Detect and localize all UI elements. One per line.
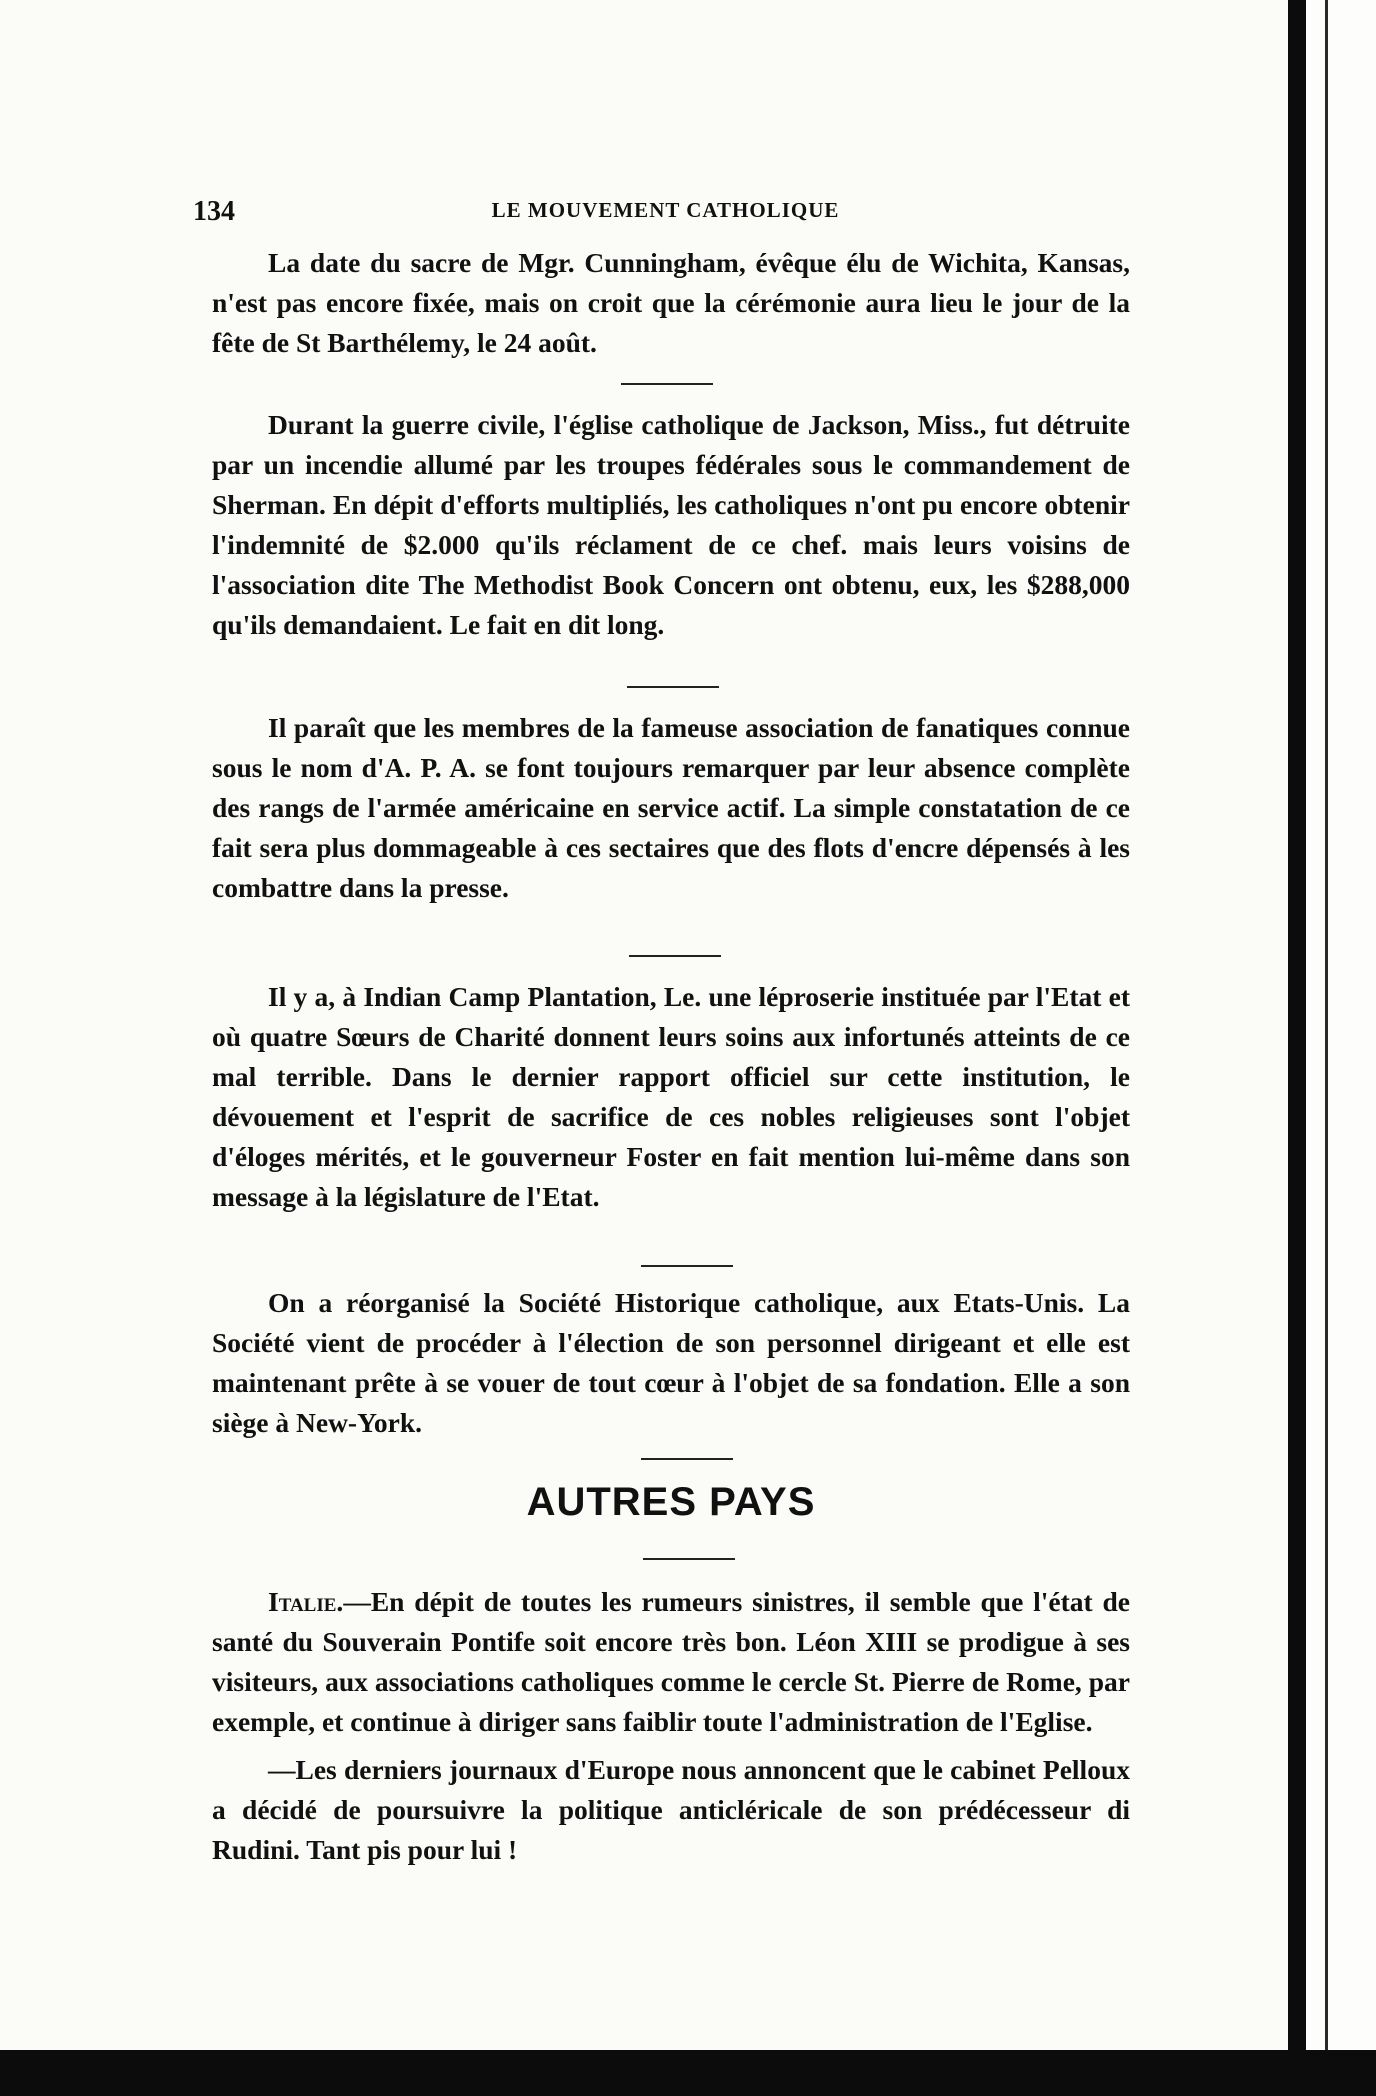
italie-label: Italie. [268, 1586, 344, 1617]
separator-rule [627, 686, 719, 688]
paragraph-1-block [212, 243, 1130, 363]
paragraph-3-block [212, 708, 1130, 908]
paragraph-societe-historique: On a réorganisé la Société Historique catholique, aux Etats-Unis. La Société vient de procéder à l'élection de son personnel dirigeant et elle est maintenant prête à se vouer de tout cœur à l'objet de sa fondation. Elle a son siège à New-York. [212, 1287, 1130, 1438]
paragraph-italie [212, 1582, 1130, 1742]
paragraph-2-block [212, 405, 1130, 645]
page-edge-shadow [1288, 0, 1306, 2050]
paragraph-apa: Il paraît que les membres de la fameuse association de fanatiques connue sous le nom d'A. P. A. se font toujours remarquer par leur absence complète des rangs de l'armée américaine en service actif. La simple constatation de ce fait sera plus dommageable à ces sectaires que des flots d'encre dépensés à les combattre dans la presse. [212, 712, 1130, 903]
page-margin-right [1306, 0, 1376, 2096]
paragraph-4-block [212, 977, 1130, 1217]
running-head [193, 196, 1138, 230]
paragraph-cunningham: La date du sacre de Mgr. Cunningham, évêque élu de Wichita, Kansas, n'est pas encore fixée, mais on croit que la cérémonie aura lieu le jour de la fête de St Barthélemy, le 24 août. [212, 247, 1130, 358]
paragraph-pelloux: —Les derniers journaux d'Europe nous annoncent que le cabinet Pelloux a décidé de poursuivre la politique anticléricale de son prédécesseur di Rudini. Tant pis pour lui ! [212, 1754, 1130, 1865]
page-number: 134 [193, 196, 235, 227]
paragraph-italie-block [212, 1582, 1130, 1870]
separator-rule [629, 955, 721, 957]
paragraph-jackson: Durant la guerre civile, l'église catholique de Jackson, Miss., fut détruite par un incendie allumé par les troupes fédérales sous le commandement de Sherman. En dépit d'efforts multipliés, les catholiques n'ont pu encore obtenir l'indemnité de $2.000 qu'ils réclament de ce chef. mais leurs voisins de l'association dite The Methodist Book Concern ont obtenu, eux, les $288,000 qu'ils demandaient. Le fait en dit long. [212, 409, 1130, 640]
page-edge-bottom [0, 2050, 1376, 2096]
separator-rule [643, 1558, 735, 1560]
page-edge-line [1325, 0, 1328, 2096]
separator-rule [641, 1458, 733, 1460]
paragraph-5-block [212, 1283, 1130, 1443]
separator-rule [621, 383, 713, 385]
section-title: AUTRES PAYS [526, 1480, 816, 1524]
paragraph-leproserie: Il y a, à Indian Camp Plantation, Le. une léproserie instituée par l'Etat et où quatre Sœurs de Charité donnent leurs soins aux infortunés atteints de ce mal terrible. Dans le dernier rapport officiel sur cette institution, le dévouement et l'esprit de sacrifice de ces nobles religieuses sont l'objet d'éloges mérités, et le gouverneur Foster en fait mention lui-même dans son message à la législature de l'Etat. [212, 981, 1130, 1212]
separator-rule [641, 1265, 733, 1267]
running-title: LE MOUVEMENT CATHOLIQUE [491, 198, 840, 222]
italie-text: —En dépit de toutes les rumeurs sinistres, il semble que l'état de santé du Souverain Pontife soit encore très bon. Léon XIII se prodigue à ses visiteurs, aux associations catholiques comme le cercle St. Pierre de Rome, par exemple, et continue à diriger sans faiblir toute l'administration de l'Eglise. [212, 1586, 1130, 1737]
